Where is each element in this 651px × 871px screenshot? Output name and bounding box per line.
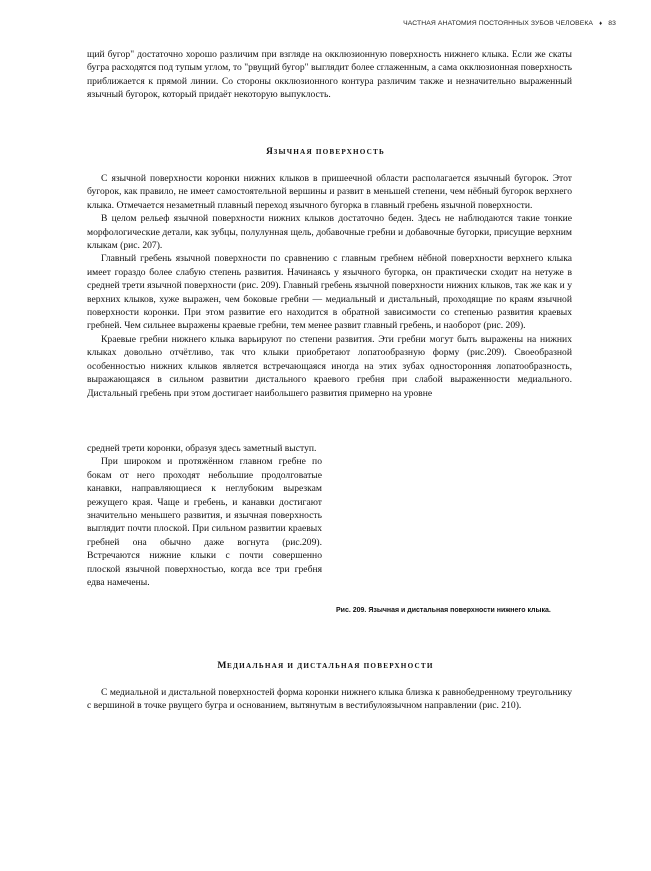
section-title-rest: ЗЫЧНАЯ ПОВЕРХНОСТЬ xyxy=(273,148,385,156)
paragraph: Краевые гребни нижнего клыка варьируют по степени развития. Эти гребни могут быть выражены на нижних клыках довольно отчётливо, так что клыки приобретают лопатообразную форму (рис.209). Своеобразной особенностью нижних клыков является встречающаяся иногда на этих зубах односторонняя лопатообразность, выражающаяся в сильном развитии дистального краевого гребня при слабой выраженности медиального. Дистальный гребень при этом достигает наибольшего развития примерно на уровне xyxy=(87,333,572,399)
page-number: 83 xyxy=(608,20,616,27)
diamond-icon: ♦ xyxy=(599,21,603,27)
paragraph: При широком и протяжённом главном гребне по бокам от него проходят небольшие продолговатые канавки, направляющиеся к неглубоким вырезкам режущего края. Чаще и гребень, и канавки достигают значительно меньшего развития, и язычная поверхность выглядит почти плоской. При сильном развитии краевых гребней она обычно даже вогнута (рис.209). Встречаются нижние клыки с почти совершенно плоской язычной поверхностью, когда все три гребня едва намечены. xyxy=(87,456,322,589)
paragraph: средней трети коронки, образуя здесь заметный выступ. xyxy=(87,443,317,454)
column-text xyxy=(87,442,322,589)
intro-text xyxy=(87,48,572,102)
figure-caption: Рис. 209. Язычная и дистальная поверхности нижнего клыка. xyxy=(336,607,551,614)
section-title-lingual xyxy=(0,146,651,157)
section-title-medial-distal xyxy=(0,660,651,671)
running-head-title: ЧАСТНАЯ АНАТОМИЯ ПОСТОЯННЫХ ЗУБОВ ЧЕЛОВЕКА xyxy=(403,20,594,27)
figure-image-area xyxy=(336,440,572,600)
paragraph: В целом рельеф язычной поверхности нижних клыков достаточно беден. Здесь не наблюдаются такие тонкие морфологические детали, как зубцы, полулунная щель, добавочные гребни и добавочные бугорки, присущие верхним клыкам (рис. 207). xyxy=(87,213,572,252)
paragraph: Главный гребень язычной поверхности по сравнению с главным гребнем нёбной поверхности верхнего клыка имеет гораздо более слабую степень развития. Начинаясь у язычного бугорка, он практически сходит на нетуже в средней трети язычной поверхности (рис. 209). Главный гребень язычной поверхности нижних клыков, так же как и у верхних клыков, хуже выражен, чем боковые гребни — медиальный и дистальный, проходящие по краям язычной поверхности коронки. При этом развитие его находится в обратной зависимости со степенью развития краевых гребней. Чем сильнее выражены краевые гребни, тем менее развит главный гребень, и наоборот (рис. 209). xyxy=(87,253,572,332)
intro-paragraph: щий бугор" достаточно хорошо различим при взгляде на окклюзионную поверхность нижнего клыка. Если же скаты бугра расходятся под тупым углом, то "рвущий бугор" выглядит более сглаженным, а сама окклюзионная поверхность приближается к прямой линии. Со стороны окклюзионного контура различим также и незначительно выраженный язычный бугорок, который придаёт некоторую выпуклость. xyxy=(87,49,572,101)
paragraph: С медиальной и дистальной поверхностей форма коронки нижнего клыка близка к равнобедренному треугольнику с вершиной в точке рвущего бугра и основанием, вытянутым в вестибулоязычном направлении (рис. 210). xyxy=(87,687,572,712)
section-title-initial: Я xyxy=(266,146,274,157)
section-title-rest: ЕДИАЛЬНАЯ И ДИСТАЛЬНАЯ ПОВЕРХНОСТИ xyxy=(227,662,434,670)
section-title-initial: М xyxy=(217,660,228,671)
running-head xyxy=(320,20,616,27)
paragraph: С язычной поверхности коронки нижних клыков в пришеечной области располагается язычный бугорок. Этот бугорок, как правило, не имеет самостоятельной вершины и развит в меньшей степени, чем нёбный бугорок верхнего клыка. Отмечается незаметный плавный переход язычного бугорка в главный гребень язычной поверхности. xyxy=(87,173,572,211)
lingual-text xyxy=(87,172,572,400)
medial-distal-text xyxy=(87,686,572,713)
